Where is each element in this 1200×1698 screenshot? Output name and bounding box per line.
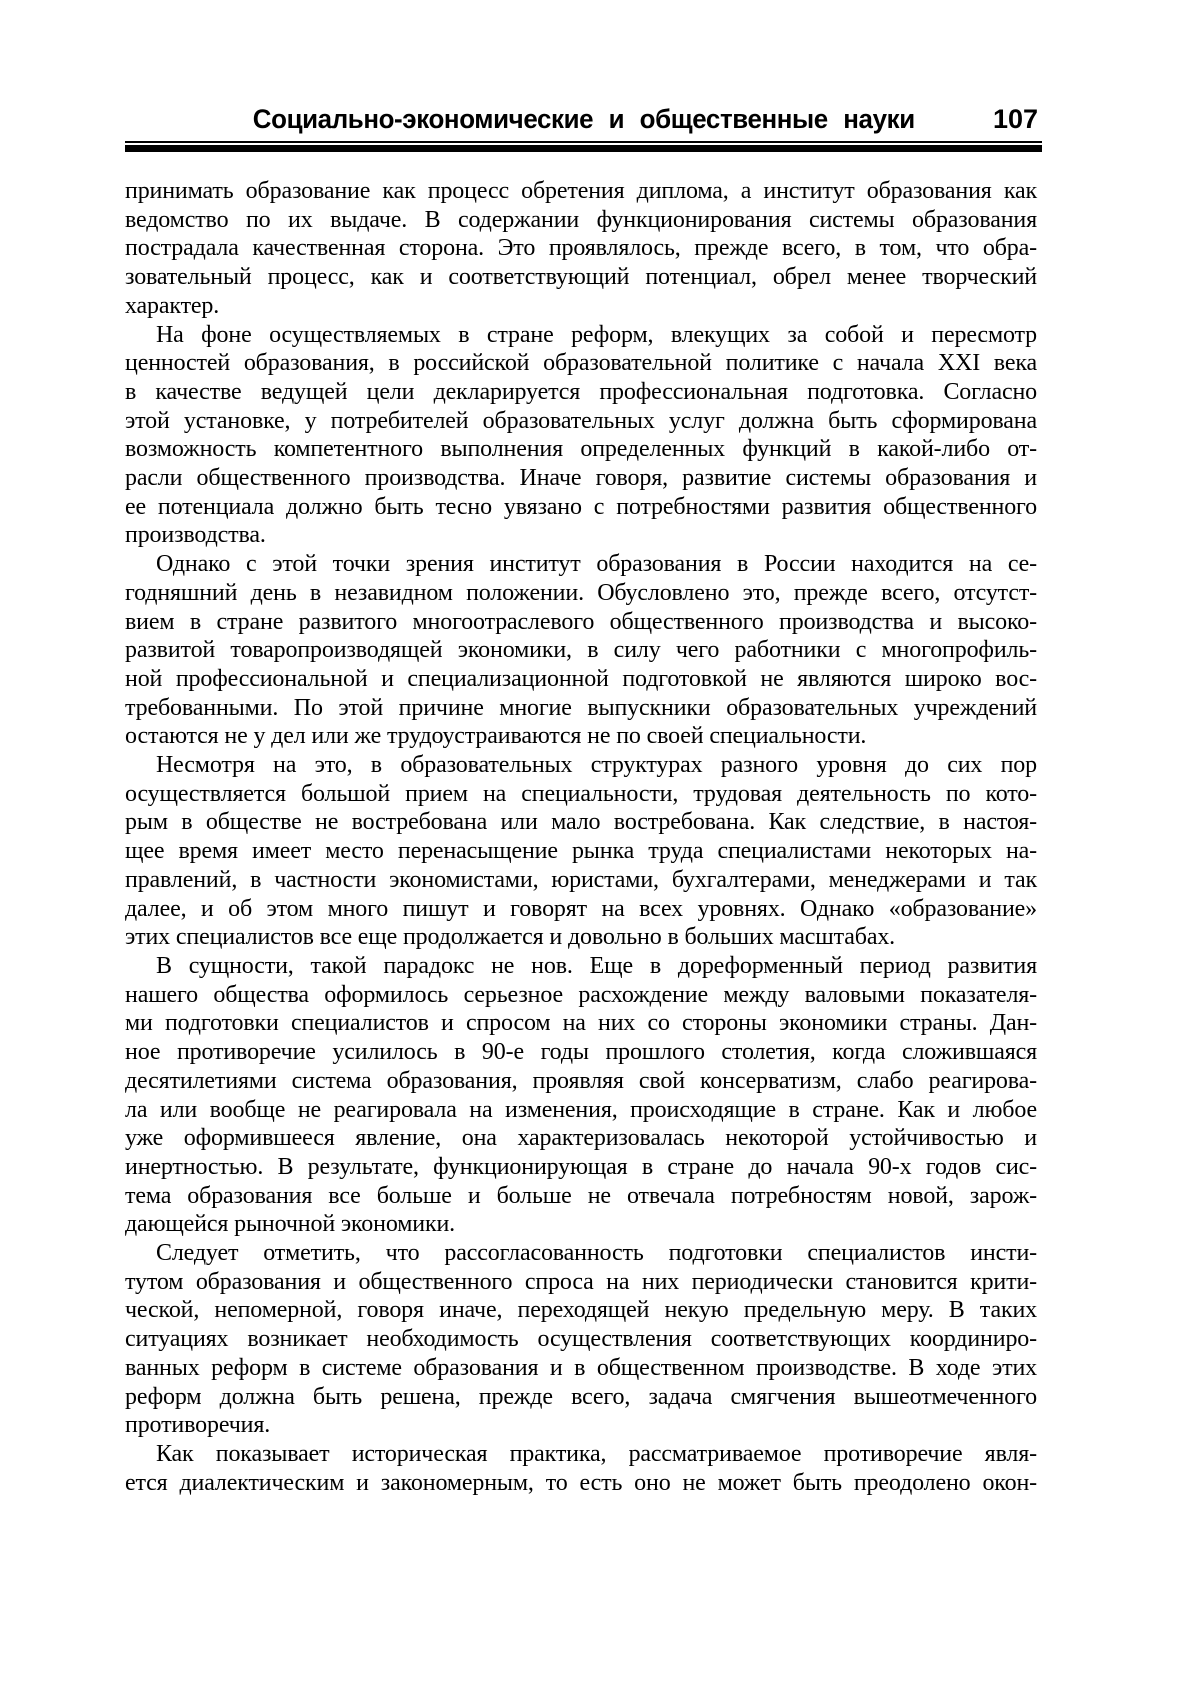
text-line: десятилетиями система образования, проявляя свой консерватизм, слабо реагирова- bbox=[125, 1067, 1037, 1094]
paragraph bbox=[125, 1440, 1037, 1497]
text-line: ванных реформ в системе образования и в общественном производстве. В ходе этих bbox=[125, 1354, 1037, 1381]
paragraph bbox=[125, 177, 1037, 321]
paragraph bbox=[125, 550, 1037, 751]
text-line: ное противоречие усилилось в 90-е годы прошлого столетия, когда сложившаяся bbox=[125, 1039, 1037, 1066]
paragraph bbox=[125, 952, 1037, 1239]
running-head-row bbox=[125, 103, 1042, 143]
text-line: остаются не у дел или же трудоустраиваются не по своей специальности. bbox=[125, 723, 867, 750]
text-line: щее время имеет место перенасыщение рынка труда специалистами некоторых на- bbox=[125, 838, 1037, 865]
text-line: нашего общества оформилось серьезное расхождение между валовыми показателя- bbox=[125, 981, 1037, 1008]
text-line: В сущности, такой парадокс не нов. Еще в дореформенный период развития bbox=[156, 952, 1037, 979]
text-line: инертностью. В результате, функционирующая в стране до начала 90-х годов сис- bbox=[125, 1153, 1037, 1180]
text-line: ценностей образования, в российской образовательной политике с начала XXI века bbox=[125, 350, 1037, 377]
text-line: На фоне осуществляемых в стране реформ, влекущих за собой и пересмотр bbox=[156, 321, 1037, 348]
paragraph bbox=[125, 1239, 1037, 1440]
text-line: ной профессиональной и специализационной подготовкой не являются широко вос- bbox=[125, 665, 1037, 692]
text-line: уже оформившееся явление, она характеризовалась некоторой устойчивостью и bbox=[125, 1125, 1037, 1152]
text-line: Следует отметить, что рассогласованность подготовки специалистов инсти- bbox=[156, 1240, 1037, 1267]
text-line: требованными. По этой причине многие выпускники образовательных учреждений bbox=[125, 694, 1037, 721]
header-rule bbox=[125, 145, 1042, 152]
text-line: ческой, непомерной, говоря иначе, переходящей некую предельную меру. В таких bbox=[125, 1297, 1037, 1324]
running-head-title: Социально-экономические и общественные науки bbox=[252, 104, 915, 134]
text-line: вием в стране развитого многоотраслевого общественного производства и высоко- bbox=[125, 608, 1037, 635]
text-line: производства. bbox=[125, 522, 266, 549]
page-number: 107 bbox=[992, 104, 1038, 134]
text-line: тутом образования и общественного спроса на них периодически становится крити- bbox=[125, 1268, 1037, 1295]
text-line: в качестве ведущей цели декларируется профессиональная подготовка. Согласно bbox=[125, 378, 1037, 405]
text-line: тема образования все больше и больше не отвечала потребностям новой, зарож- bbox=[125, 1182, 1037, 1209]
text-line: правлений, в частности экономистами, юристами, бухгалтерами, менеджерами и так bbox=[125, 866, 1037, 893]
text-line: зовательный процесс, как и соответствующий потенциал, обрел менее творческий bbox=[125, 264, 1037, 291]
text-line: этой установке, у потребителей образовательных услуг должна быть сформирована bbox=[125, 407, 1037, 434]
text-line: расли общественного производства. Иначе говоря, развитие системы образования и bbox=[125, 465, 1037, 492]
text-line: характер. bbox=[125, 292, 220, 319]
text-line: противоречия. bbox=[125, 1412, 271, 1439]
text-line: осуществляется большой прием на специальности, трудовая деятельность по кото- bbox=[125, 780, 1037, 807]
text-line: далее, и об этом много пишут и говорят на всех уровнях. Однако «образование» bbox=[125, 895, 1037, 922]
text-line: годняшний день в незавидном положении. Обусловлено это, прежде всего, отсутст- bbox=[125, 579, 1037, 606]
text-line: дающейся рыночной экономики. bbox=[125, 1211, 456, 1238]
text-line: принимать образование как процесс обретения диплома, а институт образования как bbox=[125, 178, 1037, 204]
page-header bbox=[125, 103, 1042, 152]
text-line: ведомство по их выдаче. В содержании функционирования системы образования bbox=[125, 206, 1037, 233]
text-line: развитой товаропроизводящей экономики, в силу чего работники с многопрофиль- bbox=[125, 637, 1037, 664]
text-line: пострадала качественная сторона. Это проявлялось, прежде всего, в том, что обра- bbox=[125, 235, 1037, 262]
text-line: возможность компетентного выполнения определенных функций в какой-либо от- bbox=[125, 436, 1037, 463]
paragraph bbox=[125, 321, 1037, 551]
text-line: Как показывает историческая практика, рассматриваемое противоречие явля- bbox=[156, 1440, 1037, 1467]
text-line: рым в обществе не востребована или мало востребована. Как следствие, в настоя- bbox=[125, 809, 1037, 836]
page-body bbox=[125, 177, 1037, 1497]
paragraph bbox=[125, 751, 1037, 952]
text-line: реформ должна быть решена, прежде всего, задача смягчения вышеотмеченного bbox=[125, 1383, 1037, 1410]
text-line: ла или вообще не реагировала на изменения, происходящие в стране. Как и любое bbox=[125, 1096, 1037, 1123]
text-line: ми подготовки специалистов и спросом на них со стороны экономики страны. Дан- bbox=[125, 1010, 1037, 1037]
text-line: ситуациях возникает необходимость осуществления соответствующих координиро- bbox=[125, 1326, 1037, 1353]
text-line: ется диалектическим и закономерным, то есть оно не может быть преодолено окон- bbox=[125, 1469, 1037, 1496]
text-line: Несмотря на это, в образовательных структурах разного уровня до сих пор bbox=[156, 752, 1037, 779]
text-line: этих специалистов все еще продолжается и довольно в больших масштабах. bbox=[125, 924, 896, 951]
text-line: Однако с этой точки зрения институт образования в России находится на се- bbox=[156, 551, 1037, 578]
text-line: ее потенциала должно быть тесно увязано с потребностями развития общественного bbox=[125, 493, 1037, 520]
